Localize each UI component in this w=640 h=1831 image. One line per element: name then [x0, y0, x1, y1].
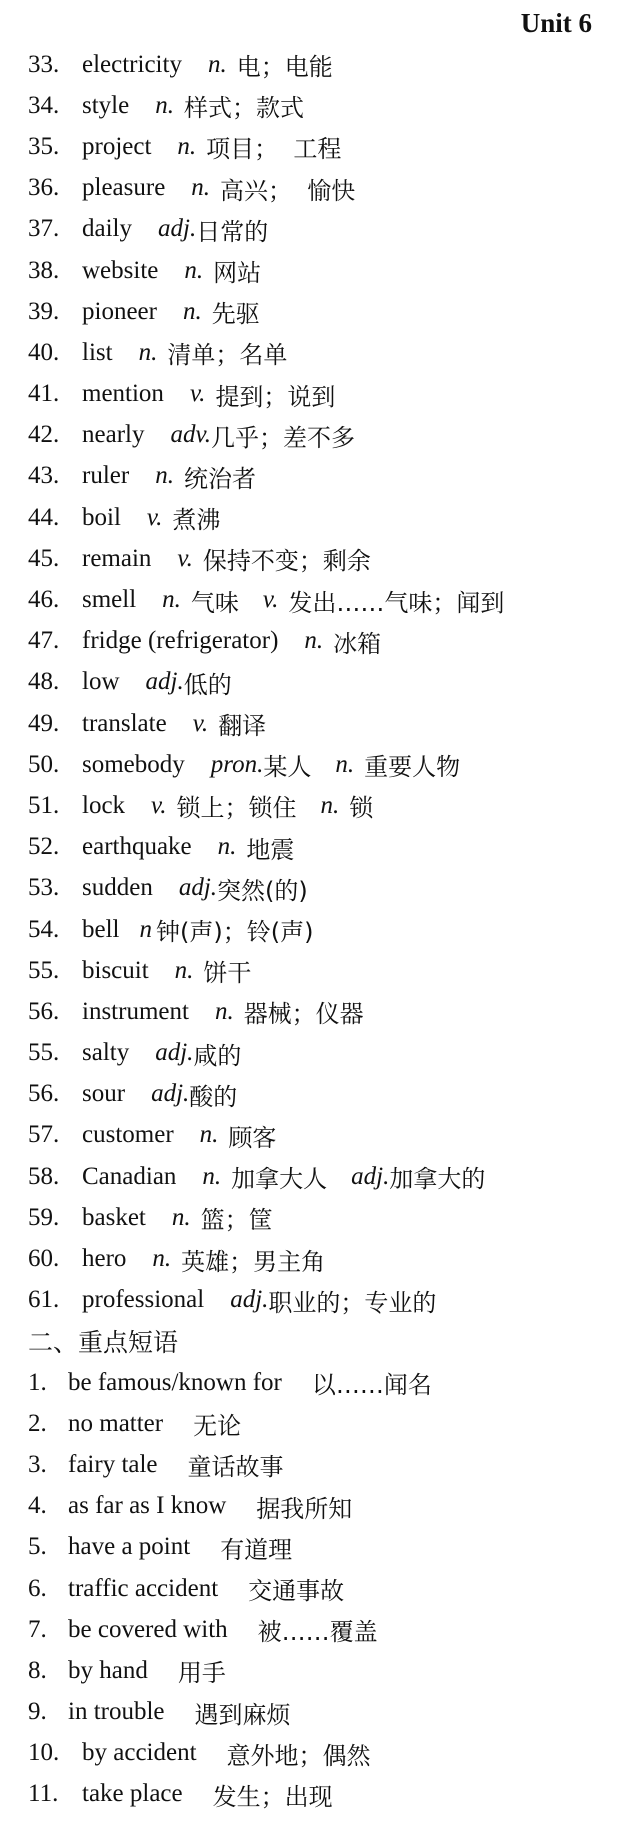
- english-phrase: no matter: [68, 1409, 164, 1437]
- part-of-speech: v.: [177, 544, 193, 572]
- chinese-meaning: 突然(的): [217, 876, 308, 905]
- phrase-row: [28, 1609, 630, 1650]
- word-row: [28, 909, 630, 950]
- english-phrase: by hand: [68, 1656, 148, 1684]
- english-word: remain: [82, 544, 152, 572]
- item-number: 46.: [28, 586, 60, 614]
- item-number: 43.: [28, 462, 60, 490]
- phrase-row: [28, 1444, 630, 1485]
- chinese-meaning: 钟(声)；铃(声): [156, 918, 314, 947]
- english-word: somebody: [82, 750, 185, 778]
- chinese-meaning: 翻译: [218, 712, 267, 741]
- part-of-speech: n: [139, 915, 152, 943]
- part-of-speech: n.: [162, 586, 181, 614]
- english-word: daily: [82, 215, 132, 243]
- item-number: 55.: [28, 1039, 60, 1067]
- chinese-meaning: 酸的: [189, 1082, 238, 1111]
- part-of-speech: v.: [189, 380, 206, 408]
- word-row: [28, 744, 630, 785]
- item-number: 39.: [28, 297, 60, 325]
- part-of-speech: n.: [199, 1121, 219, 1149]
- chinese-meaning: 低的: [183, 670, 232, 699]
- word-row: [28, 703, 630, 744]
- phrase-row: [28, 1527, 630, 1568]
- english-word: lock: [82, 791, 126, 819]
- item-number: 3.: [28, 1450, 47, 1478]
- part-of-speech: n.: [191, 174, 211, 202]
- item-number: 56.: [28, 1080, 60, 1108]
- english-word: pioneer: [82, 297, 157, 325]
- english-phrase: take place: [82, 1780, 183, 1808]
- chinese-meaning: 电；电能: [236, 53, 333, 82]
- english-word: pleasure: [82, 174, 166, 202]
- word-row: [28, 168, 630, 209]
- item-number: 41.: [28, 380, 60, 408]
- english-word: customer: [82, 1121, 174, 1149]
- item-number: 57.: [28, 1121, 60, 1149]
- chinese-meaning: 锁上；锁住: [176, 794, 297, 823]
- phrase-row: [28, 1568, 630, 1609]
- unit-title: Unit 6: [520, 8, 592, 38]
- part-of-speech-2: adj.: [351, 1162, 390, 1190]
- item-number: 59.: [28, 1203, 60, 1231]
- chinese-meaning-2: 锁: [349, 794, 374, 823]
- english-word: mention: [82, 380, 164, 408]
- part-of-speech: n.: [214, 997, 234, 1025]
- english-word: list: [82, 338, 113, 366]
- word-row: [28, 209, 630, 250]
- word-row: [28, 1115, 630, 1156]
- chinese-meaning: 遇到麻烦: [194, 1700, 291, 1729]
- chinese-meaning: 几乎；差不多: [210, 423, 355, 452]
- part-of-speech: n.: [152, 1245, 172, 1273]
- english-word: earthquake: [82, 833, 192, 861]
- item-number: 45.: [28, 544, 60, 572]
- chinese-meaning: 据我所知: [256, 1494, 353, 1523]
- part-of-speech: n.: [171, 1203, 191, 1231]
- item-number: 53.: [28, 874, 60, 902]
- chinese-meaning: 某人: [263, 753, 312, 782]
- part-of-speech-2: n.: [320, 791, 340, 819]
- english-word: nearly: [82, 421, 145, 449]
- word-row: [28, 579, 630, 620]
- word-row: [28, 662, 630, 703]
- chinese-meaning: 篮；筐: [200, 1206, 273, 1235]
- chinese-meaning: 以……闻名: [311, 1371, 432, 1400]
- item-number: 50.: [28, 750, 60, 778]
- word-row: [28, 456, 630, 497]
- part-of-speech-2: n.: [335, 750, 355, 778]
- chinese-meaning: 高兴； 愉快: [220, 176, 356, 205]
- item-number: 51.: [28, 791, 60, 819]
- item-number: 9.: [28, 1698, 47, 1726]
- english-word: translate: [82, 709, 167, 737]
- item-number: 37.: [28, 215, 60, 243]
- chinese-meaning: 饼干: [203, 959, 252, 988]
- item-number: 11.: [28, 1780, 59, 1808]
- english-phrase: fairy tale: [68, 1450, 158, 1478]
- part-of-speech: pron.: [210, 750, 264, 778]
- chinese-meaning: 咸的: [193, 1041, 242, 1070]
- item-number: 6.: [28, 1574, 47, 1602]
- english-word: ruler: [82, 462, 130, 490]
- item-number: 42.: [28, 421, 60, 449]
- word-row: [28, 1238, 630, 1279]
- part-of-speech: n.: [184, 256, 204, 284]
- phrase-row: [28, 1650, 630, 1691]
- chinese-meaning: 地震: [246, 835, 295, 864]
- word-row: [28, 991, 630, 1032]
- item-number: 47.: [28, 627, 60, 655]
- word-row: [28, 85, 630, 126]
- english-word: Canadian: [82, 1162, 177, 1190]
- word-row: [28, 785, 630, 826]
- chinese-meaning: 加拿大人: [231, 1165, 328, 1194]
- word-row: [28, 1197, 630, 1238]
- item-number: 55.: [28, 956, 60, 984]
- word-row: [28, 538, 630, 579]
- item-number: 52.: [28, 833, 60, 861]
- english-word: style: [82, 91, 130, 119]
- word-row: [28, 1033, 630, 1074]
- chinese-meaning: 样式；款式: [183, 94, 304, 123]
- item-number: 2.: [28, 1409, 47, 1437]
- chinese-meaning: 顾客: [228, 1123, 277, 1152]
- chinese-meaning: 交通事故: [248, 1577, 345, 1606]
- english-phrase: be covered with: [68, 1615, 228, 1643]
- item-number: 1.: [28, 1368, 47, 1396]
- chinese-meaning: 意外地；偶然: [226, 1741, 371, 1770]
- english-word: bell: [82, 915, 120, 943]
- word-row: [28, 415, 630, 456]
- chinese-meaning: 煮沸: [172, 506, 221, 535]
- english-word: boil: [82, 503, 121, 531]
- item-number: 40.: [28, 338, 60, 366]
- part-of-speech-2: v.: [262, 586, 279, 614]
- chinese-meaning: 童话故事: [187, 1453, 284, 1482]
- chinese-meaning: 气味: [190, 588, 239, 617]
- phrase-row: [28, 1362, 630, 1403]
- part-of-speech: adj.: [178, 874, 218, 902]
- vocabulary-list: [28, 44, 630, 1815]
- part-of-speech: n.: [304, 627, 324, 655]
- item-number: 10.: [28, 1739, 60, 1767]
- english-phrase: have a point: [68, 1533, 191, 1561]
- english-phrase: by accident: [82, 1739, 197, 1767]
- chinese-meaning: 冰箱: [333, 629, 382, 658]
- item-number: 54.: [28, 915, 60, 943]
- word-row: [28, 44, 630, 85]
- english-word: sour: [82, 1080, 126, 1108]
- part-of-speech: v.: [146, 503, 163, 531]
- item-number: 8.: [28, 1656, 47, 1684]
- english-word: instrument: [82, 997, 189, 1025]
- part-of-speech: n.: [207, 50, 227, 78]
- item-number: 44.: [28, 503, 60, 531]
- english-word: salty: [82, 1039, 130, 1067]
- chinese-meaning: 先驱: [211, 300, 260, 329]
- english-phrase: traffic accident: [68, 1574, 219, 1602]
- chinese-meaning: 保持不变；剩余: [202, 547, 371, 576]
- part-of-speech: n.: [155, 91, 174, 119]
- part-of-speech: adj.: [151, 1080, 190, 1108]
- item-number: 36.: [28, 174, 60, 202]
- word-row: [28, 250, 630, 291]
- chinese-meaning: 英雄；男主角: [181, 1247, 326, 1276]
- item-number: 33.: [28, 50, 60, 78]
- phrase-row: [28, 1733, 630, 1774]
- chinese-meaning: 无论: [193, 1412, 242, 1441]
- chinese-meaning-2: 发出……气味；闻到: [288, 588, 505, 617]
- word-row: [28, 1156, 630, 1197]
- word-row: [28, 126, 630, 167]
- item-number: 56.: [28, 997, 60, 1025]
- english-word: hero: [82, 1245, 127, 1273]
- section-heading-row: [28, 1321, 630, 1362]
- word-row: [28, 291, 630, 332]
- part-of-speech: n.: [217, 833, 237, 861]
- item-number: 38.: [28, 256, 60, 284]
- word-row: [28, 950, 630, 991]
- phrase-row: [28, 1774, 630, 1815]
- chinese-meaning: 日常的: [196, 217, 269, 246]
- part-of-speech: v.: [151, 791, 167, 819]
- chinese-meaning: 职业的；专业的: [268, 1288, 437, 1317]
- chinese-meaning: 网站: [213, 259, 262, 288]
- part-of-speech: adv.: [170, 421, 211, 449]
- english-word: electricity: [82, 50, 182, 78]
- chinese-meaning: 被……覆盖: [257, 1618, 378, 1647]
- english-word: smell: [82, 586, 137, 614]
- phrase-row: [28, 1692, 630, 1733]
- english-word: basket: [82, 1203, 146, 1231]
- word-row: [28, 827, 630, 868]
- chinese-meaning-2: 重要人物: [364, 753, 461, 782]
- english-word: fridge (refrigerator): [82, 627, 279, 655]
- english-word: sudden: [82, 874, 153, 902]
- word-row: [28, 868, 630, 909]
- chinese-meaning-2: 加拿大的: [389, 1165, 486, 1194]
- word-row: [28, 374, 630, 415]
- english-phrase: in trouble: [68, 1698, 165, 1726]
- part-of-speech: n.: [202, 1162, 222, 1190]
- item-number: 5.: [28, 1533, 47, 1561]
- chinese-meaning: 发生；出现: [212, 1782, 333, 1811]
- word-row: [28, 1280, 630, 1321]
- word-row: [28, 1074, 630, 1115]
- english-phrase: be famous/known for: [68, 1368, 282, 1396]
- chinese-meaning: 有道理: [220, 1535, 293, 1564]
- chinese-meaning: 统治者: [183, 464, 256, 493]
- item-number: 49.: [28, 709, 60, 737]
- part-of-speech: n.: [155, 462, 174, 490]
- word-row: [28, 332, 630, 373]
- part-of-speech: adj.: [155, 1039, 194, 1067]
- part-of-speech: n.: [177, 132, 197, 160]
- english-word: biscuit: [82, 956, 149, 984]
- english-word: professional: [82, 1286, 205, 1314]
- chinese-meaning: 项目； 工程: [206, 135, 342, 164]
- phrase-row: [28, 1403, 630, 1444]
- item-number: 34.: [28, 91, 60, 119]
- part-of-speech: v.: [192, 709, 209, 737]
- item-number: 60.: [28, 1245, 60, 1273]
- english-word: low: [82, 668, 120, 696]
- english-word: website: [82, 256, 159, 284]
- chinese-meaning: 清单；名单: [167, 341, 288, 370]
- part-of-speech: adj.: [230, 1286, 269, 1314]
- part-of-speech: n.: [138, 338, 158, 366]
- phrase-row: [28, 1486, 630, 1527]
- part-of-speech: adj.: [158, 215, 197, 243]
- item-number: 4.: [28, 1492, 47, 1520]
- item-number: 35.: [28, 132, 60, 160]
- item-number: 48.: [28, 668, 60, 696]
- part-of-speech: n.: [182, 297, 202, 325]
- word-row: [28, 621, 630, 662]
- item-number: 58.: [28, 1162, 60, 1190]
- english-word: project: [82, 132, 152, 160]
- chinese-meaning: 提到；说到: [215, 382, 336, 411]
- item-number: 61.: [28, 1286, 60, 1314]
- section-heading: 二、重点短语: [28, 1328, 179, 1358]
- part-of-speech: adj.: [145, 668, 184, 696]
- word-row: [28, 497, 630, 538]
- english-phrase: as far as I know: [68, 1492, 227, 1520]
- item-number: 7.: [28, 1615, 47, 1643]
- chinese-meaning: 器械；仪器: [243, 1000, 364, 1029]
- part-of-speech: n.: [174, 956, 194, 984]
- chinese-meaning: 用手: [177, 1659, 226, 1688]
